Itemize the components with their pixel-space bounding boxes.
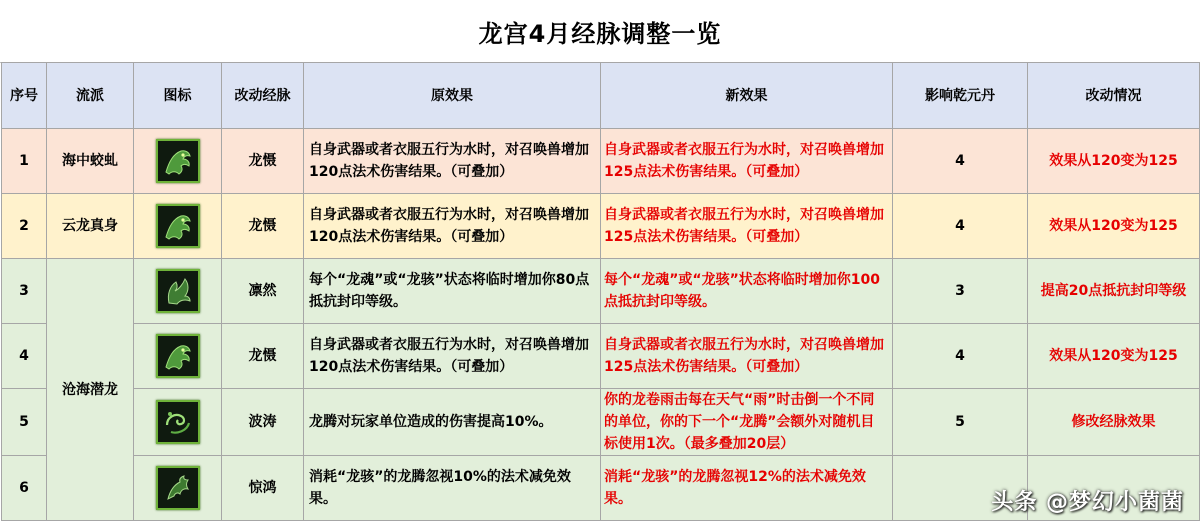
row-new-effect: 每个“龙魂”或“龙骇”状态将临时增加你100点抵抗封印等级。 <box>601 259 893 324</box>
row-change: 效果从120变为125 <box>1028 194 1200 259</box>
dragon-head-icon <box>156 204 200 248</box>
table-row <box>2 389 1200 456</box>
header-meridian: 改动经脉 <box>222 63 304 129</box>
row-new-effect: 自身武器或者衣服五行为水时，对召唤兽增加125点法术伤害结果。（可叠加） <box>601 129 893 194</box>
row-school: 云龙真身 <box>47 194 134 259</box>
header-icon: 图标 <box>134 63 222 129</box>
header-pill: 影响乾元丹 <box>893 63 1028 129</box>
header-change: 改动情况 <box>1028 63 1200 129</box>
row-school-merged: 沧海潜龙 <box>47 259 134 521</box>
row-index: 1 <box>2 129 47 194</box>
table-row <box>2 194 1200 259</box>
row-index: 2 <box>2 194 47 259</box>
row-index: 3 <box>2 259 47 324</box>
row-change: 修改经脉效果 <box>1028 389 1200 456</box>
row-meridian: 龙慑 <box>222 194 304 259</box>
row-change: 效果从120变为125 <box>1028 324 1200 389</box>
row-icon-cell <box>134 259 222 324</box>
dragon-head-icon <box>156 334 200 378</box>
row-old-effect: 每个“龙魂”或“龙骇”状态将临时增加你80点抵抗封印等级。 <box>304 259 601 324</box>
row-meridian: 惊鸿 <box>222 456 304 521</box>
row-icon-cell <box>134 129 222 194</box>
row-old-effect: 自身武器或者衣服五行为水时，对召唤兽增加120点法术伤害结果。（可叠加） <box>304 194 601 259</box>
row-icon-cell <box>134 324 222 389</box>
row-new-effect: 自身武器或者衣服五行为水时，对召唤兽增加125点法术伤害结果。（可叠加） <box>601 194 893 259</box>
page-title: 龙宫4月经脉调整一览 <box>0 0 1200 63</box>
row-change: 提高20点抵抗封印等级 <box>1028 259 1200 324</box>
row-old-effect: 消耗“龙骇”的龙腾忽视10%的法术减免效果。 <box>304 456 601 521</box>
row-index: 5 <box>2 389 47 456</box>
row-old-effect: 龙腾对玩家单位造成的伤害提高10%。 <box>304 389 601 456</box>
row-icon-cell <box>134 456 222 521</box>
dragon-head-icon <box>156 139 200 183</box>
table-row <box>2 259 1200 324</box>
header-old-effect: 原效果 <box>304 63 601 129</box>
row-pill: 3 <box>893 259 1028 324</box>
row-icon-cell <box>134 194 222 259</box>
row-icon-cell <box>134 389 222 456</box>
row-meridian: 龙慑 <box>222 324 304 389</box>
wave-swirl-icon <box>156 400 200 444</box>
row-old-effect: 自身武器或者衣服五行为水时，对召唤兽增加120点法术伤害结果。（可叠加） <box>304 129 601 194</box>
row-pill: 4 <box>893 129 1028 194</box>
header-index: 序号 <box>2 63 47 129</box>
row-meridian: 波涛 <box>222 389 304 456</box>
header-school: 流派 <box>47 63 134 129</box>
watermark: 头条 @梦幻小菌菌 <box>991 490 1184 515</box>
row-pill: 5 <box>893 389 1028 456</box>
header-new-effect: 新效果 <box>601 63 893 129</box>
table-row <box>2 324 1200 389</box>
row-index: 6 <box>2 456 47 521</box>
row-old-effect: 自身武器或者衣服五行为水时，对召唤兽增加120点法术伤害结果。（可叠加） <box>304 324 601 389</box>
row-school: 海中蛟虬 <box>47 129 134 194</box>
row-change: 效果从120变为125 <box>1028 129 1200 194</box>
row-meridian: 凛然 <box>222 259 304 324</box>
row-pill: 4 <box>893 194 1028 259</box>
table-row <box>2 129 1200 194</box>
row-new-effect: 消耗“龙骇”的龙腾忽视12%的法术减免效果。 <box>601 456 893 521</box>
dragon-claw-icon <box>156 466 200 510</box>
row-meridian: 龙慑 <box>222 129 304 194</box>
row-pill: 4 <box>893 324 1028 389</box>
dragon-silhouette-icon <box>156 269 200 313</box>
row-index: 4 <box>2 324 47 389</box>
meridian-table <box>1 62 1200 521</box>
header-row <box>2 63 1200 129</box>
row-new-effect: 自身武器或者衣服五行为水时，对召唤兽增加125点法术伤害结果。（可叠加） <box>601 324 893 389</box>
row-new-effect: 你的龙卷雨击每在天气“雨”时击倒一个不同的单位，你的下一个“龙腾”会额外对随机目标使用1次。（最多叠加20层） <box>601 389 893 456</box>
